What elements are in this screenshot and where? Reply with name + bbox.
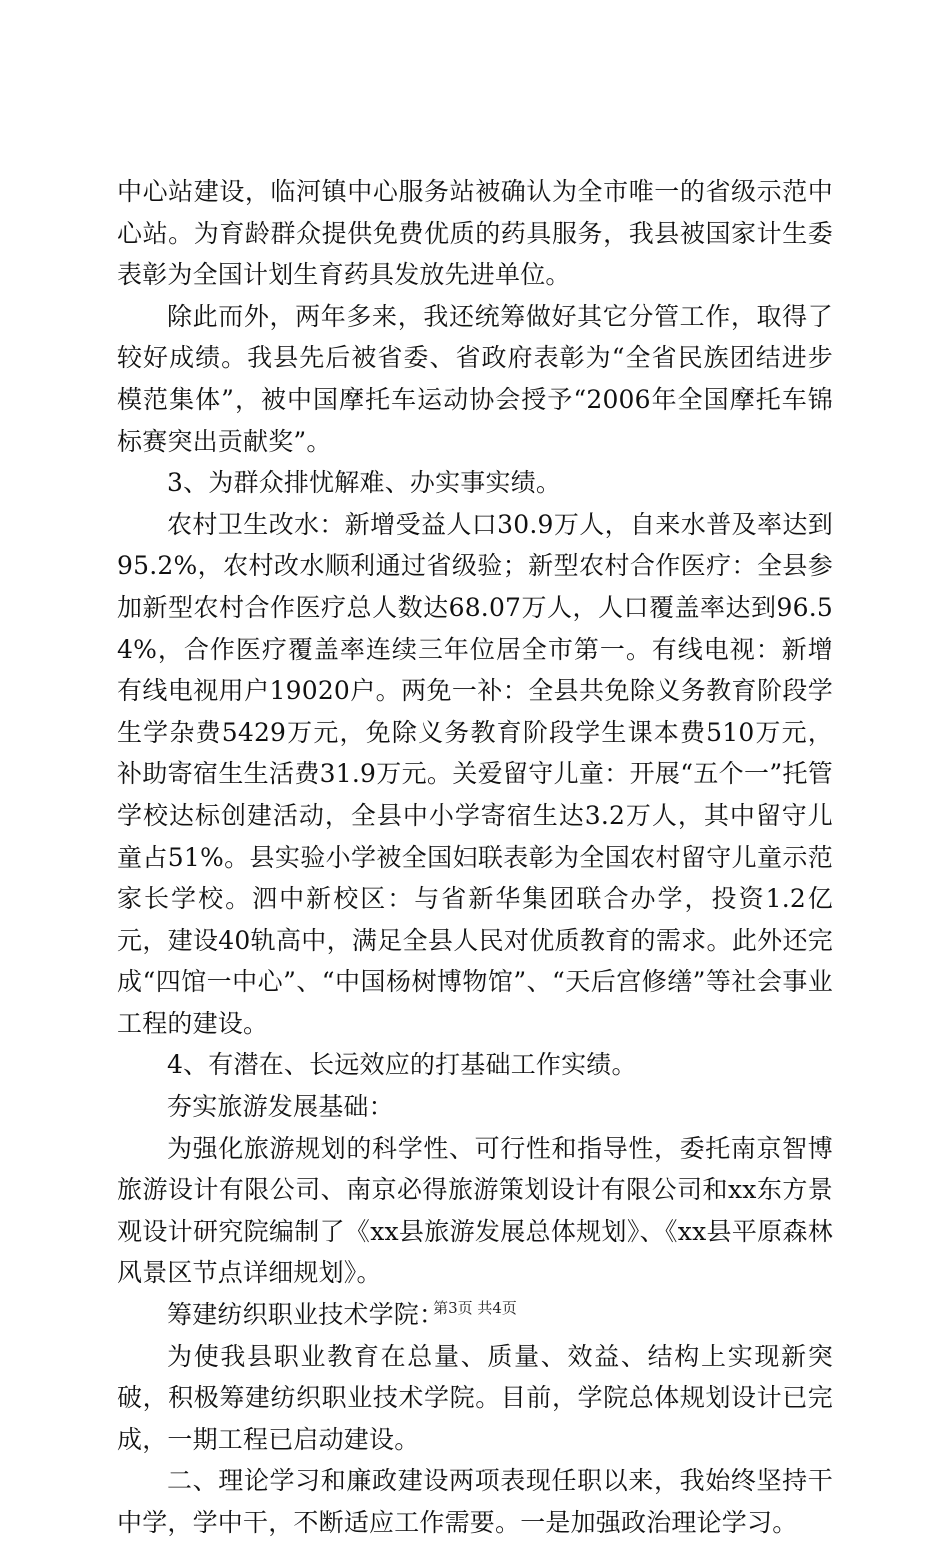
paragraph-1: 中心站建设，临河镇中心服务站被确认为全市唯一的省级示范中心站。为育龄群众提供免费优质的药具服务，我县被国家计生委表彰为全国计划生育药具发放先进单位。 — [117, 177, 833, 290]
paragraph-9: 为使我县职业教育在总量、质量、效益、结构上实现新突破，积极筹建纺织职业技术学院。目前，学院总体规划设计已完成，一期工程已启动建设。 — [117, 1341, 833, 1454]
paragraph-3: 3、为群众排忧解难、办实事实绩。 — [167, 468, 562, 498]
paragraph-5: 4、有潜在、长远效应的打基础工作实绩。 — [167, 1050, 637, 1080]
paragraph-8: 筹建纺织职业技术学院： — [167, 1300, 445, 1330]
page-number-footer: 第3页 共4页 — [433, 1299, 517, 1317]
paragraph-6: 夯实旅游发展基础： — [167, 1092, 394, 1122]
document-body — [117, 171, 833, 1544]
paragraph-4: 农村卫生改水：新增受益人口30.9万人，自来水普及率达到95.2%，农村改水顺利通过省级验；新型农村合作医疗：全县参加新型农村合作医疗总人数达68.07万人，人口覆盖率达到96.54%，合作医疗覆盖率连续三年位居全市第一。有线电视：新增有线电视用户19020户。两免一补：全县共免除义务教育阶段学生学杂费5429万元，免除义务教育阶段学生课本费510万元，补助寄宿生生活费31.9万元。关爱留守儿童：开展“五个一”托管学校达标创建活动，全县中小学寄宿生达3.2万人，其中留守儿童占51%。县实验小学被全国妇联表彰为全国农村留守儿童示范家长学校。泗中新校区：与省新华集团联合办学，投资1.2亿元，建设40轨高中，满足全县人民对优质教育的需求。此外还完成“四馆一中心”、“中国杨树博物馆”、“天后宫修缮”等社会事业工程的建设。 — [117, 509, 833, 1038]
paragraph-2: 除此而外，两年多来，我还统筹做好其它分管工作，取得了较好成绩。我县先后被省委、省政府表彰为“全省民族团结进步模范集体”，被中国摩托车运动协会授予“2006年全国摩托车锦标赛突出贡献奖”。 — [117, 301, 833, 456]
paragraph-10: 二、理论学习和廉政建设两项表现任职以来，我始终坚持干中学，学中干，不断适应工作需要。一是加强政治理论学习。 — [117, 1466, 833, 1537]
paragraph-7: 为强化旅游规划的科学性、可行性和指导性，委托南京智博旅游设计有限公司、南京必得旅游策划设计有限公司和xx东方景观设计研究院编制了《xx县旅游发展总体规划》、《xx县平原森林风景区节点详细规划》。 — [117, 1133, 833, 1288]
